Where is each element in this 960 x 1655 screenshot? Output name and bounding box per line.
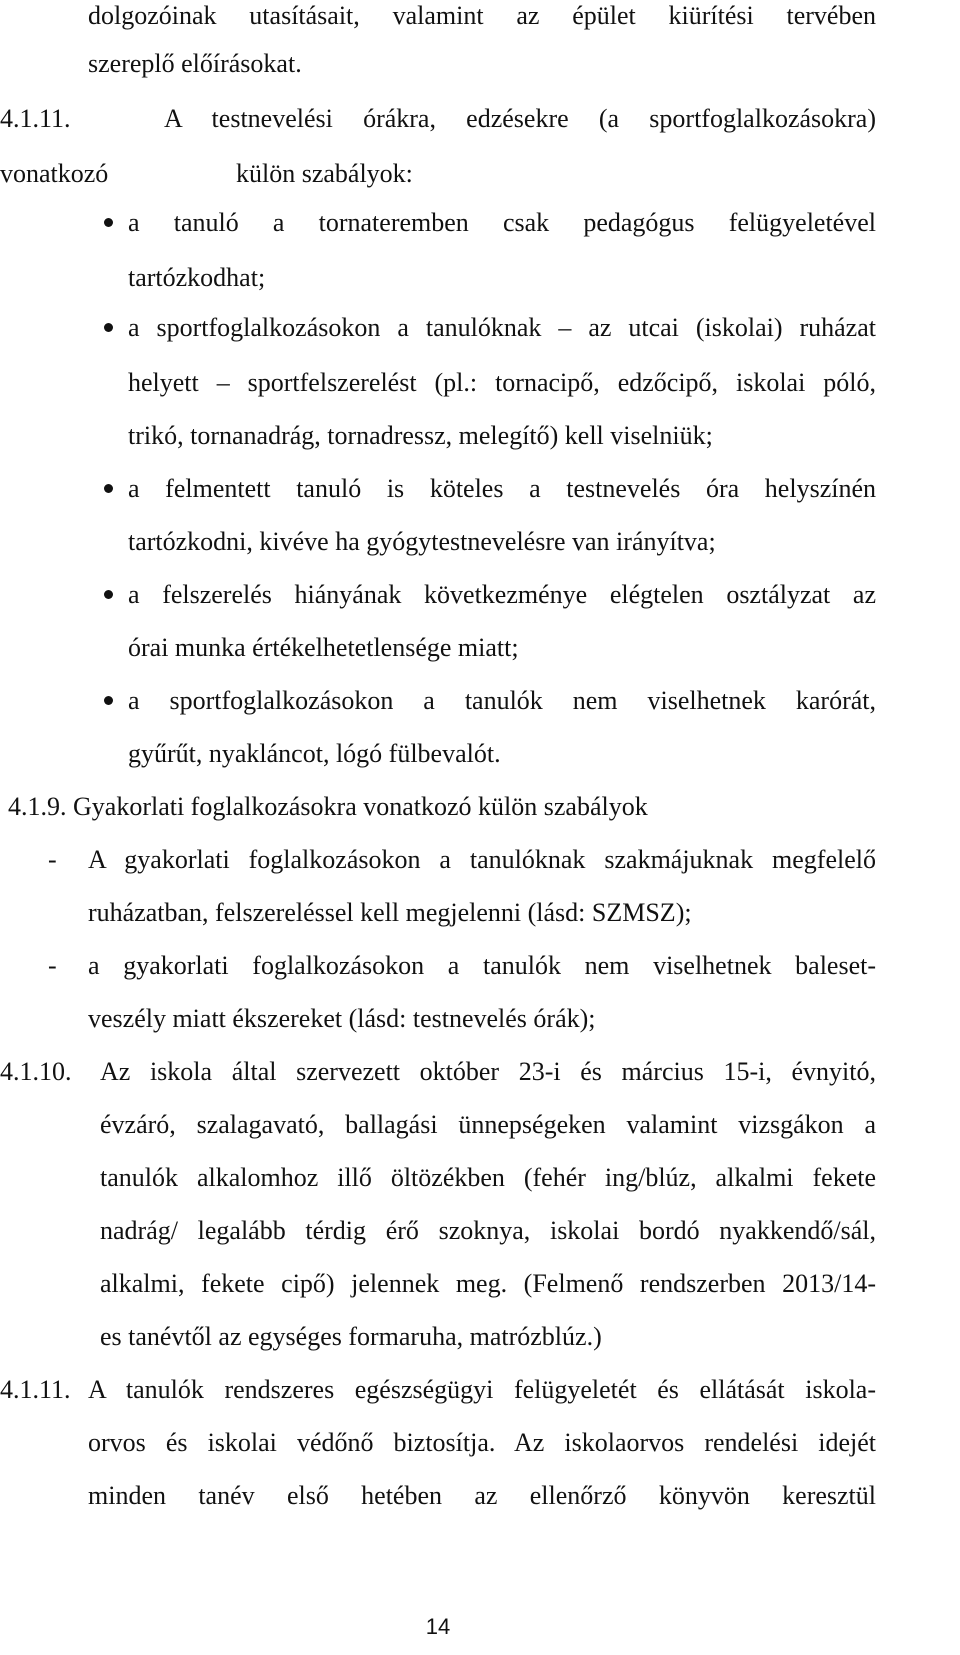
paragraph-line: tanulók alkalomhoz illő öltözékben (fehér ing/blúz, alkalmi fekete xyxy=(100,1163,876,1192)
bullet-icon xyxy=(104,590,113,599)
list-item: tartózkodni, kivéve ha gyógytestnevelésre van irányítva; xyxy=(128,527,716,556)
section-number: 4.1.11. xyxy=(0,104,71,133)
section-heading-continuation: külön szabályok: xyxy=(236,159,413,188)
paragraph-line: dolgozóinak utasításait, valamint az épület kiürítési tervében xyxy=(88,1,876,30)
paragraph-line: minden tanév első hetében az ellenőrző könyvön keresztül xyxy=(88,1481,876,1510)
list-item: a gyakorlati foglalkozásokon a tanulók nem viselhetnek baleset- xyxy=(88,951,876,980)
paragraph-line: orvos és iskolai védőnő biztosítja. Az iskolaorvos rendelési idejét xyxy=(88,1428,876,1457)
list-item: helyett – sportfelszerelést (pl.: tornacipő, edzőcipő, iskolai póló, xyxy=(128,368,876,397)
list-item: A gyakorlati foglalkozásokon a tanulóknak szakmájuknak megfelelő xyxy=(88,845,876,874)
dash-marker: - xyxy=(48,845,57,874)
bullet-icon xyxy=(104,696,113,705)
list-item: veszély miatt ékszereket (lásd: testnevelés órák); xyxy=(88,1004,596,1033)
section-heading: A testnevelési órákra, edzésekre (a sportfoglalkozásokra) xyxy=(164,104,876,133)
list-item: ruházatban, felszereléssel kell megjelenni (lásd: SZMSZ); xyxy=(88,898,692,927)
dash-marker: - xyxy=(48,951,57,980)
page-number: 14 xyxy=(425,1614,451,1639)
section-number: 4.1.10. xyxy=(0,1057,72,1086)
paragraph-line: Az iskola által szervezett október 23-i és március 15-i, évnyitó, xyxy=(100,1057,876,1086)
list-item: trikó, tornanadrág, tornadressz, melegítő) kell viselniük; xyxy=(128,421,713,450)
section-heading: 4.1.9. Gyakorlati foglalkozásokra vonatkozó külön szabályok xyxy=(8,792,648,821)
paragraph-line: es tanévtől az egységes formaruha, matrózblúz.) xyxy=(100,1322,602,1351)
list-item: a felszerelés hiányának következménye elégtelen osztályzat az xyxy=(128,580,876,609)
bullet-icon xyxy=(104,484,113,493)
list-item: a tanuló a tornateremben csak pedagógus felügyeletével xyxy=(128,208,876,237)
paragraph-line: évzáró, szalagavató, ballagási ünnepségeken valamint vizsgákon a xyxy=(100,1110,876,1139)
list-item: a felmentett tanuló is köteles a testnevelés óra helyszínén xyxy=(128,474,876,503)
list-item: tartózkodhat; xyxy=(128,263,266,292)
list-item: gyűrűt, nyakláncot, lógó fülbevalót. xyxy=(128,739,501,768)
paragraph-line: alkalmi, fekete cipő) jelennek meg. (Felmenő rendszerben 2013/14- xyxy=(100,1269,876,1298)
list-item: a sportfoglalkozásokon a tanulóknak – az utcai (iskolai) ruházat xyxy=(128,313,876,342)
section-heading-continuation: vonatkozó xyxy=(0,159,109,188)
list-item: órai munka értékelhetetlensége miatt; xyxy=(128,633,519,662)
bullet-icon xyxy=(104,323,113,332)
paragraph-line: nadrág/ legalább térdig érő szoknya, iskolai bordó nyakkendő/sál, xyxy=(100,1216,876,1245)
paragraph-line: A tanulók rendszeres egészségügyi felügyeletét és ellátását iskola- xyxy=(88,1375,876,1404)
section-number: 4.1.11. xyxy=(0,1375,71,1404)
list-item: a sportfoglalkozásokon a tanulók nem viselhetnek karórát, xyxy=(128,686,876,715)
bullet-icon xyxy=(104,218,113,227)
paragraph-line: szereplő előírásokat. xyxy=(88,49,302,78)
